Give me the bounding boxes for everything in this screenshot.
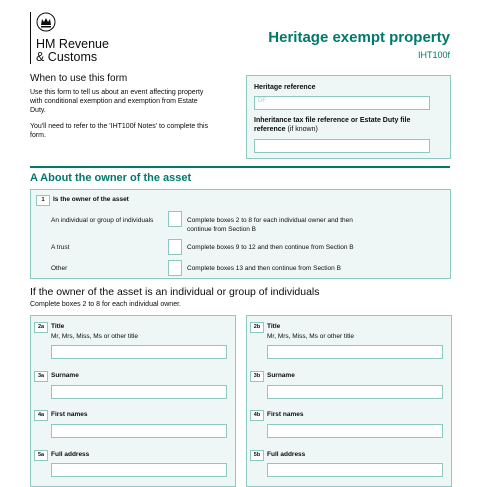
- option-trust-instruction: Complete boxes 9 to 12 and then continue from Section B: [187, 244, 354, 251]
- field-label-first-names-a: First names: [51, 411, 88, 418]
- field-number-4b: 4b: [250, 410, 264, 421]
- field-label-surname-b: Surname: [267, 372, 295, 379]
- owner-question-label: Is the owner of the asset: [53, 196, 129, 203]
- dept-name-line1: HM Revenue: [36, 37, 109, 51]
- field-label-surname-a: Surname: [51, 372, 79, 379]
- first-names-input-b[interactable]: [267, 424, 443, 438]
- logo-rule: [30, 12, 31, 64]
- field-number-3b: 3b: [250, 371, 264, 382]
- field-number-3a: 3a: [34, 371, 48, 382]
- question-number: 1: [36, 195, 50, 206]
- section-a-title: A About the owner of the asset: [30, 172, 192, 184]
- dept-name-line2: & Customs: [36, 50, 98, 64]
- field-number-5b: 5b: [250, 450, 264, 461]
- title-input-a[interactable]: [51, 345, 227, 359]
- field-label-title-a: Title: [51, 323, 65, 330]
- owner-column-b: [246, 315, 452, 487]
- tax-file-reference-label-suffix: (if known): [287, 126, 318, 133]
- hmrc-logo: [30, 12, 130, 64]
- field-number-4a: 4a: [34, 410, 48, 421]
- full-address-input-a[interactable]: [51, 463, 227, 477]
- option-individual-instruction: Complete boxes 2 to 8 for each individual owner and then continue from Section B: [187, 217, 353, 233]
- crown-icon: [36, 12, 56, 32]
- heritage-reference-label: Heritage reference: [254, 84, 316, 91]
- option-trust-checkbox[interactable]: [168, 239, 182, 255]
- full-address-input-b[interactable]: [267, 463, 443, 477]
- intro-paragraph-1: Use this form to tell us about an event affecting property with conditional exemption and exemption from Estate Duty.: [30, 89, 204, 114]
- field-number-5a: 5a: [34, 450, 48, 461]
- title-input-b[interactable]: [267, 345, 443, 359]
- tax-file-reference-label: [254, 116, 429, 134]
- form-code: IHT100f: [417, 50, 450, 60]
- field-hint-title-a: Mr, Mrs, Miss, Ms or other title: [51, 333, 139, 340]
- field-number-2a: 2a: [34, 322, 48, 333]
- form-title: Heritage exempt property: [268, 29, 450, 46]
- heritage-reference-input[interactable]: [254, 96, 430, 110]
- owner-column-a: [30, 315, 236, 487]
- first-names-input-a[interactable]: [51, 424, 227, 438]
- field-label-full-address-b: Full address: [267, 451, 306, 458]
- field-number-2b: 2b: [250, 322, 264, 333]
- option-other-label: Other: [51, 265, 68, 272]
- intro-heading: When to use this form: [30, 73, 128, 84]
- section-a-rule: [30, 166, 450, 168]
- option-individual-checkbox[interactable]: [168, 211, 182, 227]
- field-label-title-b: Title: [267, 323, 281, 330]
- intro-paragraph-2: You'll need to refer to the 'IHT100f Notes' to complete this form.: [30, 123, 209, 139]
- owner-type-panel: [30, 189, 451, 279]
- option-trust-label: A trust: [51, 244, 70, 251]
- tax-file-reference-label-bold: Inheritance tax file reference or Estate Duty file reference: [254, 117, 411, 133]
- option-other-checkbox[interactable]: [168, 260, 182, 276]
- heritage-reference-prefix: DF: [258, 98, 266, 104]
- field-label-full-address-a: Full address: [51, 451, 90, 458]
- reference-panel: [246, 75, 451, 159]
- option-other-instruction: Complete boxes 13 and then continue from Section B: [187, 265, 341, 272]
- option-individual-label: An individual or group of individuals: [51, 217, 154, 224]
- individual-subheading: Complete boxes 2 to 8 for each individual owner.: [30, 301, 181, 308]
- surname-input-a[interactable]: [51, 385, 227, 399]
- tax-file-reference-input[interactable]: [254, 139, 430, 153]
- field-hint-title-b: Mr, Mrs, Miss, Ms or other title: [267, 333, 355, 340]
- field-label-first-names-b: First names: [267, 411, 304, 418]
- surname-input-b[interactable]: [267, 385, 443, 399]
- individual-heading: If the owner of the asset is an individual or group of individuals: [30, 286, 320, 298]
